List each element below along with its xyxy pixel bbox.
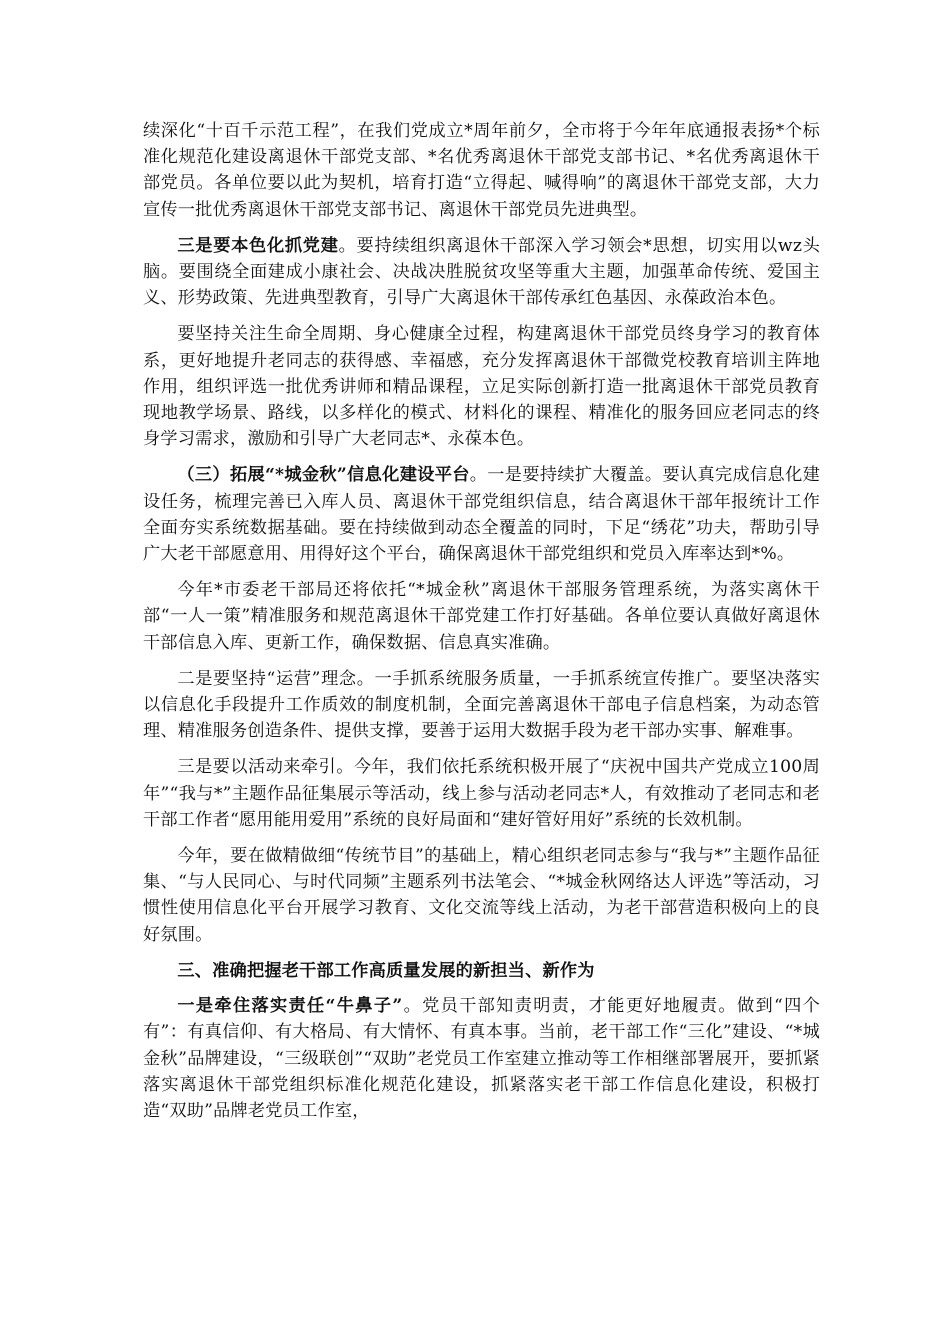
- paragraph-4-text: 。一是要持续扩大覆盖。要认真完成信息化建设任务，梳理完善已入库人员、离退休干部党组织信息，结合离退休干部年报统计工作全面夯实系统数据基础。要在持续做到动态全覆盖的同时，下足“绣花”功夫，帮助引导广大老干部愿意用、用得好这个平台，确保离退休干部党组织和党员入库率达到*%。: [143, 465, 820, 565]
- paragraph-8-text: 今年，要在做精做细“传统节目”的基础上，精心组织老同志参与“我与*”主题作品征集、“与人民同心、与时代同频”主题系列书法笔会、“*城金秋网络达人评选”等活动，习惯性使用信息化平台开展学习教育、文化交流等线上活动，为老干部营造积极向上的良好氛围。: [143, 846, 820, 945]
- paragraph-9-text: 。党员干部知责明责，才能更好地履责。做到“四个有”：有真信仰、有大格局、有大情怀、有真本事。当前，老干部工作“三化”建设、“*城金秋”品牌建设，“三级联创”“双助”老党员工作室建立推动等工作相继部署展开，要抓紧落实离退休干部党组织标准化规范化建设，抓紧落实老干部工作信息化建设，积极打造“双助”品牌老党员工作室，: [143, 996, 821, 1121]
- section-heading: 三、准确把握老干部工作高质量发展的新担当、新作为: [177, 960, 595, 981]
- paragraph-6-text: 二是要坚持“运营”理念。一手抓系统服务质量，一手抓系统宣传推广。要坚决落实以信息化手段提升工作质效的制度机制，全面完善离退休干部电子信息档案，为动态管理、精准服务创造条件、提供支撑，要善于运用大数据手段为老干部办实事、解难事。: [143, 668, 820, 742]
- paragraph-5: [143, 577, 820, 656]
- paragraph-2-text: 。要持续组织离退休干部深入学习领会*思想，切实用以wz头脑。要围绕全面建成小康社会、决战决胜脱贫攻坚等重大主题，加强革命传统、爱国主义、形势政策、先进典型教育，引导广大离退休干部传承红色基因、永葆政治本色。: [143, 235, 820, 309]
- paragraph-7-text: 三是要以活动来牵引。今年，我们依托系统积极开展了“庆祝中国共产党成立100周年”“我与*”主题作品征集展示等活动，线上参与活动老同志*人，有效推动了老同志和老干部工作者“愿用能用爱用”系统的良好局面和“建好管好用好”系统的长效机制。: [143, 757, 820, 830]
- paragraph-2: [143, 233, 820, 312]
- paragraph-5-text: 今年*市委老干部局还将依托“*城金秋”离退休干部服务管理系统，为落实离休干部“一人一策”精准服务和规范离退休干部党建工作打好基础。各单位要认真做好离退休干部信息入库、更新工作，确保数据、信息真实准确。: [143, 580, 820, 653]
- paragraph-9-lead: 一是牵住落实责任“牛鼻子”: [177, 996, 403, 1017]
- paragraph-1: [143, 118, 820, 223]
- paragraph-9: [143, 993, 820, 1124]
- paragraph-3-text: 要坚持关注生命全周期、身心健康全过程，构建离退休干部党员终身学习的教育体系，更好地提升老同志的获得感、幸福感，充分发挥离退休干部微党校教育培训主阵地作用，组织评选一批优秀讲师和精品课程，立足实际创新打造一批离退休干部党员教育现地教学场景、路线，以多样化的模式、材料化的课程、精准化的服务回应老同志的终身学习需求，激励和引导广大老同志*、永葆本色。: [143, 324, 820, 450]
- paragraph-3: [143, 321, 820, 452]
- paragraph-1-text: 续深化“十百千示范工程”，在我们党成立*周年前夕，全市将于今年年底通报表扬*个标准化规范化建设离退休干部党支部、*名优秀离退休干部党支部书记、*名优秀离退休干部党员。各单位要以此为契机，培育打造“立得起、喊得响”的离退休干部党支部，大力宣传一批优秀离退休干部党支部书记、离退休干部党员先进典型。: [143, 121, 820, 220]
- paragraph-6: [143, 666, 820, 745]
- paragraph-8: [143, 843, 820, 948]
- paragraph-4-lead: （三）拓展“*城金秋”信息化建设平台: [177, 465, 470, 486]
- paragraph-7: [143, 754, 820, 833]
- paragraph-4: [143, 462, 820, 567]
- paragraph-2-lead: 三是要本色化抓党建: [177, 235, 339, 256]
